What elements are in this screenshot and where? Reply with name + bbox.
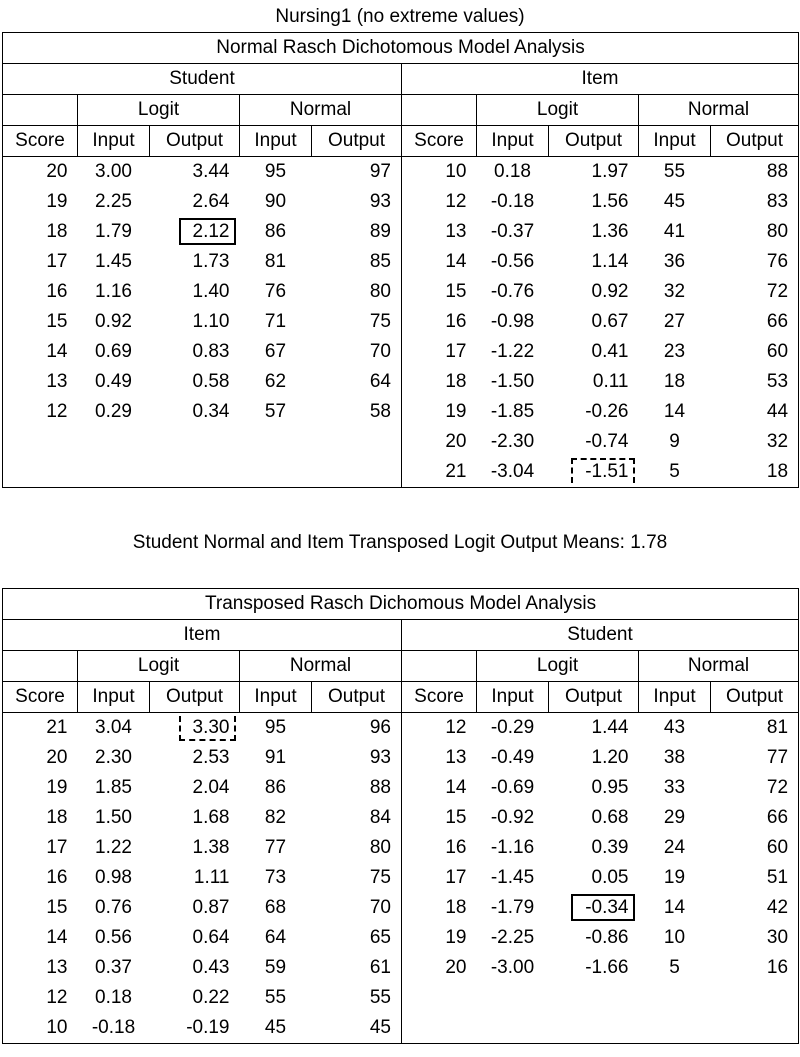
cell-logit-input: 1.85 xyxy=(95,777,132,798)
cell-logit-input: -0.18 xyxy=(490,191,535,212)
cell-logit-input: 0.92 xyxy=(95,311,132,332)
cell-normal-output: 66 xyxy=(711,307,799,337)
cell-logit-output: 0.05 xyxy=(591,867,629,888)
cell-score xyxy=(3,457,78,488)
cell-score: 16 xyxy=(3,277,78,307)
cell-normal-output: 72 xyxy=(711,277,799,307)
cell-score: 13 xyxy=(445,747,467,768)
cell-normal-output: 61 xyxy=(312,953,402,983)
cell-normal-input xyxy=(240,427,312,457)
cell-normal-output: 64 xyxy=(312,367,402,397)
cell-logit-output xyxy=(549,1013,639,1044)
table-row xyxy=(3,337,799,367)
highlight-box-dashed: -1.51 xyxy=(571,458,634,483)
cell-logit-input: -0.49 xyxy=(490,747,535,768)
group-header-item: Item xyxy=(402,64,799,95)
cell-score: 15 xyxy=(3,893,78,923)
cell-normal-output xyxy=(711,983,799,1013)
cell-logit-output: 0.11 xyxy=(592,371,629,392)
cell-score: 12 xyxy=(3,397,78,427)
cell-logit-input: -1.16 xyxy=(490,837,535,858)
cell-normal-output: 70 xyxy=(312,893,402,923)
cell-normal-output: 16 xyxy=(711,953,799,983)
group-header-item: Item xyxy=(3,620,402,651)
cell-logit-input: 0.18 xyxy=(95,987,132,1008)
cell-normal-input: 45 xyxy=(663,191,686,212)
cell-normal-input: 55 xyxy=(264,987,287,1008)
cell-score: 14 xyxy=(3,337,78,367)
cell-logit-input: -0.98 xyxy=(490,311,535,332)
table-body xyxy=(3,713,799,1044)
cell-normal-input: 59 xyxy=(264,957,287,978)
cell-normal-input: 5 xyxy=(639,457,711,488)
cell-score xyxy=(402,983,477,1013)
cell-score: 18 xyxy=(3,803,78,833)
cell-score: 18 xyxy=(3,217,78,247)
cell-logit-input: 1.50 xyxy=(95,807,132,828)
cell-logit-output: 0.95 xyxy=(591,777,629,798)
cell-score: 16 xyxy=(3,863,78,893)
cell-normal-input xyxy=(240,457,312,488)
cell-normal-output: 76 xyxy=(711,247,799,277)
table-row xyxy=(3,367,799,397)
cell-score: 17 xyxy=(445,341,467,362)
cell-logit-input: -0.56 xyxy=(490,251,535,272)
col-header-input: Input xyxy=(240,682,312,713)
cell-normal-input: 5 xyxy=(669,957,680,978)
cell-logit-output: 1.14 xyxy=(591,251,629,272)
cell-logit-output: 0.64 xyxy=(192,927,230,948)
cell-normal-input: 90 xyxy=(264,191,287,212)
cell-score: 15 xyxy=(3,307,78,337)
cell-logit-output: 0.39 xyxy=(591,837,629,858)
cell-normal-input: 23 xyxy=(663,341,686,362)
cell-normal-output: 81 xyxy=(711,713,799,744)
cell-normal-output: 96 xyxy=(312,713,402,744)
col-header-input: Input xyxy=(477,126,549,157)
table-row xyxy=(3,923,799,953)
cell-logit-output: 1.68 xyxy=(192,807,230,828)
cell-logit-output: 2.64 xyxy=(192,191,230,212)
col-header-output: Output xyxy=(711,126,799,157)
cell-score: 17 xyxy=(3,247,78,277)
col-header-input: Input xyxy=(240,126,312,157)
cell-logit-output: 0.41 xyxy=(591,341,629,362)
cell-score: 16 xyxy=(445,311,467,332)
cell-score: 14 xyxy=(445,251,467,272)
table-row xyxy=(3,1013,799,1044)
cell-logit-output: 1.44 xyxy=(591,717,629,738)
cell-logit-input: 0.37 xyxy=(95,957,132,978)
cell-normal-output: 83 xyxy=(711,187,799,217)
cell-score: 12 xyxy=(445,717,467,738)
cell-normal-input: 27 xyxy=(663,311,686,332)
cell-logit-input: -0.18 xyxy=(78,1013,150,1044)
cell-score: 18 xyxy=(445,897,467,918)
cell-logit-output: 0.34 xyxy=(192,401,230,422)
cell-score: 20 xyxy=(3,743,78,773)
normal-header: Normal xyxy=(639,95,799,126)
cell-logit-output: 0.87 xyxy=(192,897,230,918)
cell-logit-input: 0.18 xyxy=(494,161,531,182)
cell-normal-input: 68 xyxy=(264,897,287,918)
cell-score: 19 xyxy=(445,927,467,948)
cell-normal-input: 64 xyxy=(264,927,287,948)
highlight-box-solid: 2.12 xyxy=(179,218,236,245)
cell-logit-input: -3.00 xyxy=(490,957,535,978)
cell-logit-output: 1.20 xyxy=(591,747,629,768)
cell-normal-output: 93 xyxy=(312,187,402,217)
cell-normal-output: 80 xyxy=(711,217,799,247)
cell-normal-output: 88 xyxy=(711,157,799,188)
cell-score: 12 xyxy=(3,983,78,1013)
cell-logit-input: 0.56 xyxy=(95,927,132,948)
table-row xyxy=(3,833,799,863)
cell-logit-input: -1.45 xyxy=(490,867,535,888)
table-row xyxy=(3,157,799,188)
cell-normal-output: 77 xyxy=(711,743,799,773)
cell-normal-input: 57 xyxy=(264,401,287,422)
cell-normal-input: 33 xyxy=(663,777,686,798)
cell-normal-input: 14 xyxy=(663,897,686,918)
cell-logit-input: 2.25 xyxy=(95,191,132,212)
logit-header: Logit xyxy=(477,651,639,682)
cell-normal-output: 44 xyxy=(711,397,799,427)
table-row xyxy=(3,397,799,427)
cell-logit-output xyxy=(150,427,240,457)
cell-logit-output: -1.66 xyxy=(585,957,629,978)
cell-logit-output: 1.73 xyxy=(192,251,230,272)
cell-logit-input xyxy=(477,983,549,1013)
table-row xyxy=(3,217,799,247)
cell-score: 16 xyxy=(445,837,467,858)
cell-normal-output: 88 xyxy=(312,773,402,803)
col-header-input: Input xyxy=(477,682,549,713)
cell-normal-output: 72 xyxy=(711,773,799,803)
cell-normal-output: 60 xyxy=(711,833,799,863)
cell-score: 21 xyxy=(3,713,78,744)
cell-normal-input: 95 xyxy=(264,717,287,738)
cell-logit-output: 0.92 xyxy=(591,281,629,302)
cell-normal-input: 86 xyxy=(264,777,287,798)
cell-logit-input: -0.29 xyxy=(490,717,535,738)
logit-header: Logit xyxy=(78,651,240,682)
cell-normal-output: 80 xyxy=(312,277,402,307)
cell-logit-input: -1.50 xyxy=(490,371,535,392)
cell-logit-input xyxy=(477,1013,549,1044)
cell-logit-output xyxy=(549,893,639,923)
cell-logit-input: 1.79 xyxy=(95,221,132,242)
cell-score: 20 xyxy=(3,157,78,188)
cell-logit-output: -0.19 xyxy=(150,1013,240,1044)
table-row xyxy=(3,893,799,923)
cell-logit-input: -1.22 xyxy=(490,341,535,362)
cell-normal-input: 95 xyxy=(264,161,287,182)
cell-normal-input: 55 xyxy=(663,161,686,182)
cell-logit-input: 1.16 xyxy=(95,281,132,302)
transposed-rasch-table xyxy=(2,588,799,1044)
cell-normal-output: 85 xyxy=(312,247,402,277)
cell-logit-output xyxy=(150,457,240,488)
cell-logit-input: -1.85 xyxy=(490,401,535,422)
cell-normal-input: 73 xyxy=(264,867,287,888)
table-row xyxy=(3,983,799,1013)
group-header-student: Student xyxy=(3,64,402,95)
cell-score xyxy=(402,1013,477,1044)
cell-logit-input: -3.04 xyxy=(477,457,549,488)
cell-logit-output: -0.74 xyxy=(585,431,629,452)
cell-normal-input: 38 xyxy=(663,747,686,768)
cell-normal-output: 93 xyxy=(312,743,402,773)
cell-normal-output: 70 xyxy=(312,337,402,367)
cell-normal-input: 14 xyxy=(663,401,686,422)
cell-logit-input: 3.00 xyxy=(95,161,132,182)
cell-logit-output: 0.68 xyxy=(591,807,629,828)
col-header-output: Output xyxy=(312,126,402,157)
cell-normal-output: 51 xyxy=(711,863,799,893)
cell-normal-input: 19 xyxy=(663,867,686,888)
cell-normal-output: 89 xyxy=(312,217,402,247)
table-body xyxy=(3,157,799,488)
cell-score: 10 xyxy=(445,161,467,182)
cell-logit-output: -0.86 xyxy=(585,927,629,948)
cell-normal-output: 65 xyxy=(312,923,402,953)
cell-normal-input xyxy=(639,983,711,1013)
col-header-output: Output xyxy=(549,682,639,713)
cell-normal-input: 9 xyxy=(669,431,680,452)
table-title: Transposed Rasch Dichomous Model Analysis xyxy=(3,589,799,620)
cell-logit-input: 1.45 xyxy=(95,251,132,272)
cell-score: 19 xyxy=(3,187,78,217)
cell-logit-input: 0.76 xyxy=(95,897,132,918)
cell-logit-input: -0.69 xyxy=(490,777,535,798)
cell-normal-input: 10 xyxy=(663,927,686,948)
col-header-score: Score xyxy=(3,682,78,713)
cell-normal-input: 45 xyxy=(240,1013,312,1044)
col-header-output: Output xyxy=(711,682,799,713)
group-header-student: Student xyxy=(402,620,799,651)
col-header-score: Score xyxy=(402,682,477,713)
table-row xyxy=(3,863,799,893)
cell-normal-input: 76 xyxy=(264,281,287,302)
cell-logit-output: 2.04 xyxy=(192,777,230,798)
table-row xyxy=(3,953,799,983)
logit-header: Logit xyxy=(477,95,639,126)
cell-normal-input: 62 xyxy=(264,371,287,392)
cell-score: 20 xyxy=(445,957,467,978)
document-title: Nursing1 (no extreme values) xyxy=(275,6,525,27)
cell-logit-output: 0.22 xyxy=(192,987,230,1008)
cell-normal-output: 18 xyxy=(711,457,799,488)
table-row xyxy=(3,187,799,217)
cell-normal-input: 32 xyxy=(663,281,686,302)
cell-normal-output: 32 xyxy=(711,427,799,457)
cell-score: 15 xyxy=(445,807,467,828)
logit-header: Logit xyxy=(78,95,240,126)
table-title: Normal Rasch Dichotomous Model Analysis xyxy=(3,33,799,64)
col-header-input: Input xyxy=(639,682,711,713)
table-row xyxy=(3,803,799,833)
cell-normal-input: 71 xyxy=(264,311,287,332)
cell-logit-input: 2.30 xyxy=(95,747,132,768)
cell-score: 17 xyxy=(3,833,78,863)
table-row xyxy=(3,743,799,773)
highlight-box-dashed: 3.30 xyxy=(179,716,236,741)
cell-logit-input: 0.98 xyxy=(95,867,132,888)
cell-logit-output: 1.11 xyxy=(193,867,230,888)
cell-score: 19 xyxy=(445,401,467,422)
cell-logit-output xyxy=(150,217,240,247)
cell-logit-output: 1.40 xyxy=(192,281,230,302)
cell-normal-output: 75 xyxy=(312,307,402,337)
cell-normal-output: 60 xyxy=(711,337,799,367)
cell-normal-output: 53 xyxy=(711,367,799,397)
cell-logit-input: -0.37 xyxy=(490,221,535,242)
normal-header: Normal xyxy=(240,95,402,126)
cell-normal-input: 29 xyxy=(663,807,686,828)
cell-logit-input: -0.92 xyxy=(490,807,535,828)
cell-normal-input: 18 xyxy=(663,371,686,392)
cell-normal-input: 43 xyxy=(663,717,686,738)
cell-logit-output: 0.43 xyxy=(192,957,230,978)
cell-logit-output xyxy=(150,713,240,744)
cell-normal-input: 67 xyxy=(264,341,287,362)
cell-score: 21 xyxy=(402,457,477,488)
cell-normal-input: 81 xyxy=(264,251,287,272)
col-header-output: Output xyxy=(549,126,639,157)
cell-logit-output: 0.67 xyxy=(591,311,629,332)
normal-rasch-table xyxy=(2,32,799,488)
cell-normal-output: 45 xyxy=(312,1013,402,1044)
col-header-input: Input xyxy=(78,682,150,713)
cell-logit-input xyxy=(78,427,150,457)
cell-normal-output: 75 xyxy=(312,863,402,893)
cell-logit-input: 1.22 xyxy=(95,837,132,858)
cell-score: 12 xyxy=(445,191,467,212)
cell-normal-output xyxy=(312,457,402,488)
col-header-input: Input xyxy=(639,126,711,157)
cell-logit-input: -2.30 xyxy=(490,431,535,452)
cell-normal-input: 82 xyxy=(264,807,287,828)
highlight-box-solid: -0.34 xyxy=(571,894,634,921)
cell-score: 13 xyxy=(3,367,78,397)
cell-normal-output: 80 xyxy=(312,833,402,863)
cell-normal-input: 24 xyxy=(663,837,686,858)
cell-logit-input: -0.76 xyxy=(490,281,535,302)
cell-logit-output: 3.44 xyxy=(192,161,230,182)
normal-header: Normal xyxy=(639,651,799,682)
col-header-input: Input xyxy=(78,126,150,157)
col-header-output: Output xyxy=(150,682,240,713)
cell-normal-input: 86 xyxy=(264,221,287,242)
cell-normal-input: 91 xyxy=(264,747,287,768)
cell-score: 13 xyxy=(445,221,467,242)
cell-logit-output: 1.56 xyxy=(591,191,629,212)
cell-normal-output: 55 xyxy=(312,983,402,1013)
cell-score: 10 xyxy=(3,1013,78,1044)
normal-header: Normal xyxy=(240,651,402,682)
cell-logit-output: 0.58 xyxy=(192,371,230,392)
cell-score: 20 xyxy=(445,431,467,452)
cell-score: 14 xyxy=(445,777,467,798)
cell-normal-output: 66 xyxy=(711,803,799,833)
cell-logit-output: -0.26 xyxy=(585,401,629,422)
cell-normal-output: 58 xyxy=(312,397,402,427)
cell-logit-input: 0.69 xyxy=(95,341,132,362)
cell-logit-output: 1.38 xyxy=(192,837,230,858)
cell-logit-output xyxy=(549,983,639,1013)
cell-logit-input: 0.29 xyxy=(95,401,132,422)
cell-normal-output: 84 xyxy=(312,803,402,833)
cell-score: 14 xyxy=(3,923,78,953)
cell-logit-output: 0.83 xyxy=(192,341,230,362)
cell-normal-output xyxy=(312,427,402,457)
cell-score: 15 xyxy=(445,281,467,302)
col-header-score: Score xyxy=(402,126,477,157)
table-row xyxy=(3,457,799,488)
cell-logit-input: -1.79 xyxy=(490,897,535,918)
cell-score: 19 xyxy=(3,773,78,803)
cell-score xyxy=(3,427,78,457)
col-header-output: Output xyxy=(312,682,402,713)
cell-logit-input: 3.04 xyxy=(95,717,132,738)
table-row xyxy=(3,713,799,744)
cell-normal-input: 77 xyxy=(264,837,287,858)
cell-normal-output: 42 xyxy=(711,893,799,923)
cell-logit-output: 1.97 xyxy=(591,161,629,182)
cell-score: 18 xyxy=(445,371,467,392)
cell-logit-input: -2.25 xyxy=(490,927,535,948)
cell-score: 13 xyxy=(3,953,78,983)
cell-logit-output xyxy=(549,457,639,488)
cell-normal-input xyxy=(639,1013,711,1044)
means-summary: Student Normal and Item Transposed Logit Output Means: 1.78 xyxy=(132,532,668,553)
table-row xyxy=(3,277,799,307)
cell-score: 17 xyxy=(445,867,467,888)
cell-logit-input xyxy=(78,457,150,488)
col-header-score: Score xyxy=(3,126,78,157)
cell-normal-input: 41 xyxy=(663,221,686,242)
cell-normal-output: 30 xyxy=(711,923,799,953)
table-row xyxy=(3,307,799,337)
cell-logit-output: 2.53 xyxy=(192,747,230,768)
table-row xyxy=(3,773,799,803)
cell-normal-output xyxy=(711,1013,799,1044)
cell-logit-input: 0.49 xyxy=(95,371,132,392)
table-row xyxy=(3,247,799,277)
table-row xyxy=(3,427,799,457)
col-header-output: Output xyxy=(150,126,240,157)
cell-normal-input: 36 xyxy=(663,251,686,272)
cell-logit-output: 1.10 xyxy=(192,311,230,332)
cell-normal-output: 97 xyxy=(312,157,402,188)
cell-logit-output: 1.36 xyxy=(591,221,629,242)
